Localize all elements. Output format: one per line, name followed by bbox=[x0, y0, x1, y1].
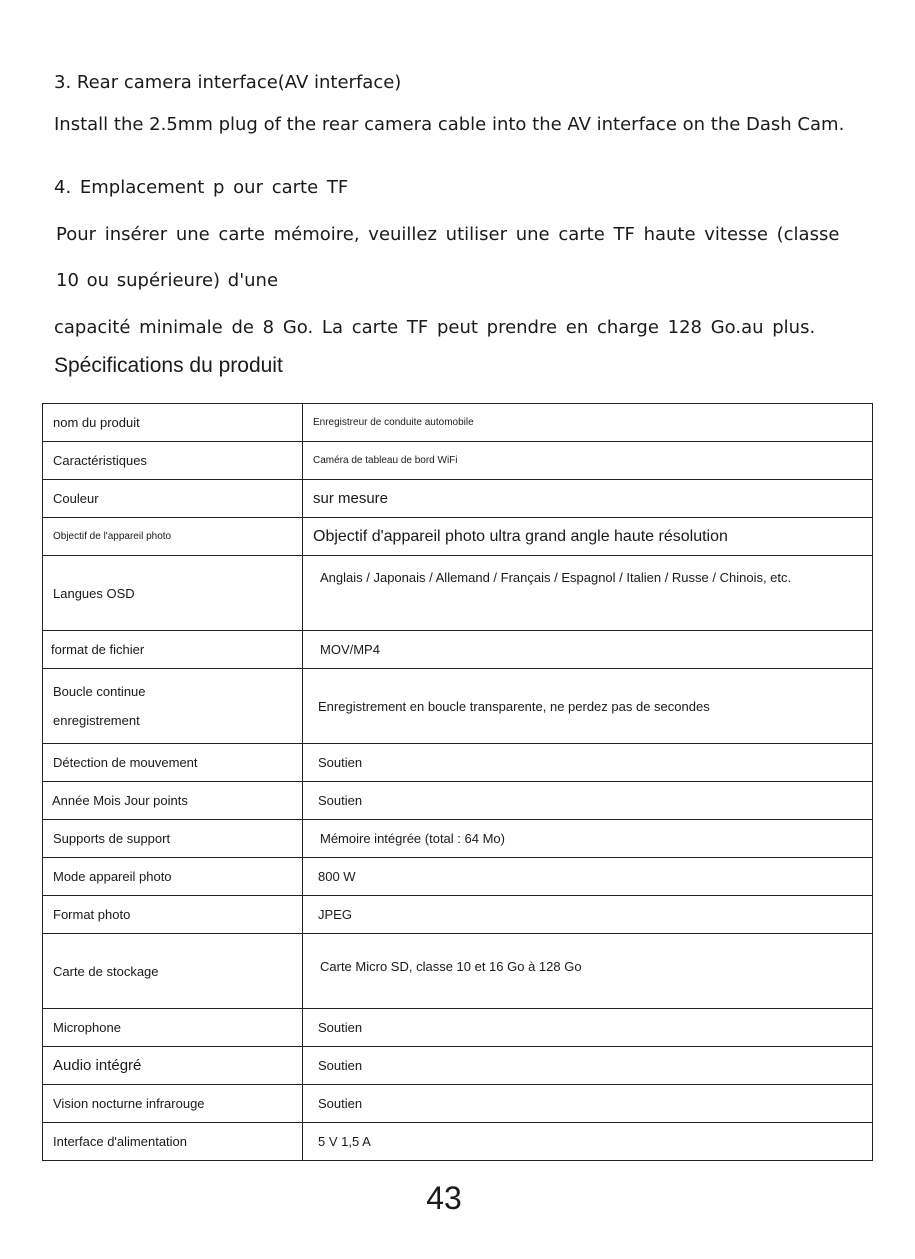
spec-value: Caméra de tableau de bord WiFi bbox=[303, 442, 873, 480]
section-4-heading: 4. Emplacement p our carte TF bbox=[54, 177, 349, 198]
spec-label: nom du produit bbox=[43, 404, 303, 442]
table-row bbox=[43, 442, 873, 480]
section-4-body-line-2: 10 ou supérieure) d'une bbox=[56, 270, 279, 291]
spec-value: Objectif d'appareil photo ultra grand angle haute résolution bbox=[303, 518, 873, 556]
spec-label: Carte de stockage bbox=[43, 934, 303, 1009]
spec-value: Mémoire intégrée (total : 64 Mo) bbox=[303, 820, 873, 858]
table-row bbox=[43, 1123, 873, 1161]
spec-value: Enregistrement en boucle transparente, ne perdez pas de secondes bbox=[303, 669, 873, 744]
spec-value: Soutien bbox=[303, 782, 873, 820]
spec-value: Enregistreur de conduite automobile bbox=[303, 404, 873, 442]
table-row bbox=[43, 858, 873, 896]
spec-value: Anglais / Japonais / Allemand / Français / Espagnol / Italien / Russe / Chinois, etc. bbox=[303, 556, 873, 631]
section-3-heading: 3. Rear camera interface(AV interface) bbox=[54, 72, 402, 93]
spec-label: Détection de mouvement bbox=[43, 744, 303, 782]
spec-value: 5 V 1,5 A bbox=[303, 1123, 873, 1161]
spec-label: Mode appareil photo bbox=[43, 858, 303, 896]
spec-value: Carte Micro SD, classe 10 et 16 Go à 128 Go bbox=[303, 934, 873, 1009]
table-row bbox=[43, 782, 873, 820]
table-row bbox=[43, 1047, 873, 1085]
table-row bbox=[43, 480, 873, 518]
spec-label: format de fichier bbox=[43, 631, 303, 669]
spec-value: Soutien bbox=[303, 1009, 873, 1047]
table-row bbox=[43, 934, 873, 1009]
spec-label: Audio intégré bbox=[43, 1047, 303, 1085]
spec-label: Couleur bbox=[43, 480, 303, 518]
spec-label: Caractéristiques bbox=[43, 442, 303, 480]
spec-label: Objectif de l'appareil photo bbox=[43, 518, 303, 556]
specs-table bbox=[42, 403, 873, 1161]
spec-label: Microphone bbox=[43, 1009, 303, 1047]
spec-value: sur mesure bbox=[303, 480, 873, 518]
table-row bbox=[43, 404, 873, 442]
spec-label-line-2: enregistrement bbox=[53, 713, 140, 728]
section-3-body: Install the 2.5mm plug of the rear camera cable into the AV interface on the Dash Cam. bbox=[54, 114, 845, 135]
spec-label-line-1: Boucle continue bbox=[53, 684, 146, 699]
spec-label: Interface d'alimentation bbox=[43, 1123, 303, 1161]
table-row bbox=[43, 820, 873, 858]
spec-label: Supports de support bbox=[43, 820, 303, 858]
spec-value: Soutien bbox=[303, 744, 873, 782]
spec-value: JPEG bbox=[303, 896, 873, 934]
spec-label: Format photo bbox=[43, 896, 303, 934]
table-row bbox=[43, 518, 873, 556]
section-4-body-line-3: capacité minimale de 8 Go. La carte TF peut prendre en charge 128 Go.au plus. bbox=[54, 317, 816, 338]
spec-label bbox=[43, 669, 303, 744]
table-row bbox=[43, 556, 873, 631]
table-row bbox=[43, 1009, 873, 1047]
spec-label: Langues OSD bbox=[43, 556, 303, 631]
table-row bbox=[43, 669, 873, 744]
table-row bbox=[43, 744, 873, 782]
table-row bbox=[43, 631, 873, 669]
section-4-body-line-1: Pour insérer une carte mémoire, veuillez utiliser une carte TF haute vitesse (classe bbox=[56, 224, 840, 245]
spec-label: Année Mois Jour points bbox=[43, 782, 303, 820]
table-row bbox=[43, 896, 873, 934]
spec-value: Soutien bbox=[303, 1085, 873, 1123]
spec-value: Soutien bbox=[303, 1047, 873, 1085]
spec-value: MOV/MP4 bbox=[303, 631, 873, 669]
page-number: 43 bbox=[426, 1180, 462, 1216]
spec-value: 800 W bbox=[303, 858, 873, 896]
table-row bbox=[43, 1085, 873, 1123]
specs-title: Spécifications du produit bbox=[54, 354, 283, 377]
spec-label: Vision nocturne infrarouge bbox=[43, 1085, 303, 1123]
